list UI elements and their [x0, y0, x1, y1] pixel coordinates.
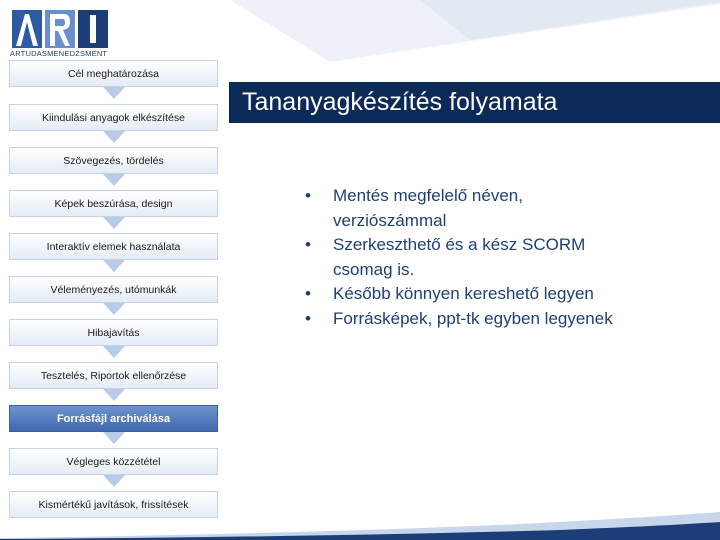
logo-text: ARTUDASMENEDZSMENT	[10, 49, 108, 58]
step-5: Interaktív elemek használata	[9, 233, 218, 260]
bullet-icon: •	[305, 284, 311, 303]
step-9-active: Forrásfájl archiválása	[9, 405, 218, 432]
arrow-down-icon	[103, 475, 125, 487]
bullet-text: verziószámmal	[333, 210, 447, 230]
arrow-down-icon	[103, 217, 125, 229]
arrow-down-icon	[103, 87, 125, 99]
bullet-icon: •	[305, 308, 311, 328]
arrow-down-icon	[103, 260, 125, 272]
slide-title: Tananyagkészítés folyamata	[242, 88, 558, 116]
step-3: Szövegezés, tördelés	[9, 147, 218, 174]
step-2: Kiindulási anyagok elkészítése	[9, 104, 218, 131]
bullet-text: csomag is.	[333, 259, 415, 279]
company-logo	[8, 6, 110, 61]
bullet-text: Forrásképek, ppt-tk egyben legyenek	[333, 308, 613, 328]
arrow-down-icon	[103, 346, 125, 358]
step-6: Véleményezés, utómunkák	[9, 276, 218, 303]
bullet-item	[305, 233, 715, 282]
step-1: Cél meghatározása	[9, 60, 218, 87]
bullet-icon: •	[305, 235, 311, 254]
step-8: Tesztelés, Riportok ellenőrzése	[9, 362, 218, 389]
bullet-item	[305, 184, 715, 233]
step-4: Képek beszúrása, design	[9, 190, 218, 217]
bullet-icon: •	[305, 186, 311, 205]
arrow-down-icon	[103, 432, 125, 444]
step-11: Kismértékű javítások, frissítések	[9, 491, 218, 518]
bottom-wave-decoration	[0, 490, 720, 540]
bullet-item	[305, 307, 715, 332]
step-7: Hibajavítás	[9, 319, 218, 346]
bullet-list	[305, 184, 715, 331]
arrow-down-icon	[103, 303, 125, 315]
arrow-down-icon	[103, 174, 125, 186]
title-bar	[229, 82, 720, 123]
bullet-text: Mentés megfelelő néven,	[333, 186, 523, 205]
bullet-text: Később könnyen kereshető legyen	[333, 284, 594, 303]
bullet-item	[305, 282, 715, 307]
logo-letters-icon	[12, 10, 108, 48]
arrow-down-icon	[103, 131, 125, 143]
arrow-down-icon	[103, 389, 125, 401]
step-10: Végleges közzététel	[9, 448, 218, 475]
bullet-text: Szerkeszthető és a kész SCORM	[333, 235, 586, 254]
